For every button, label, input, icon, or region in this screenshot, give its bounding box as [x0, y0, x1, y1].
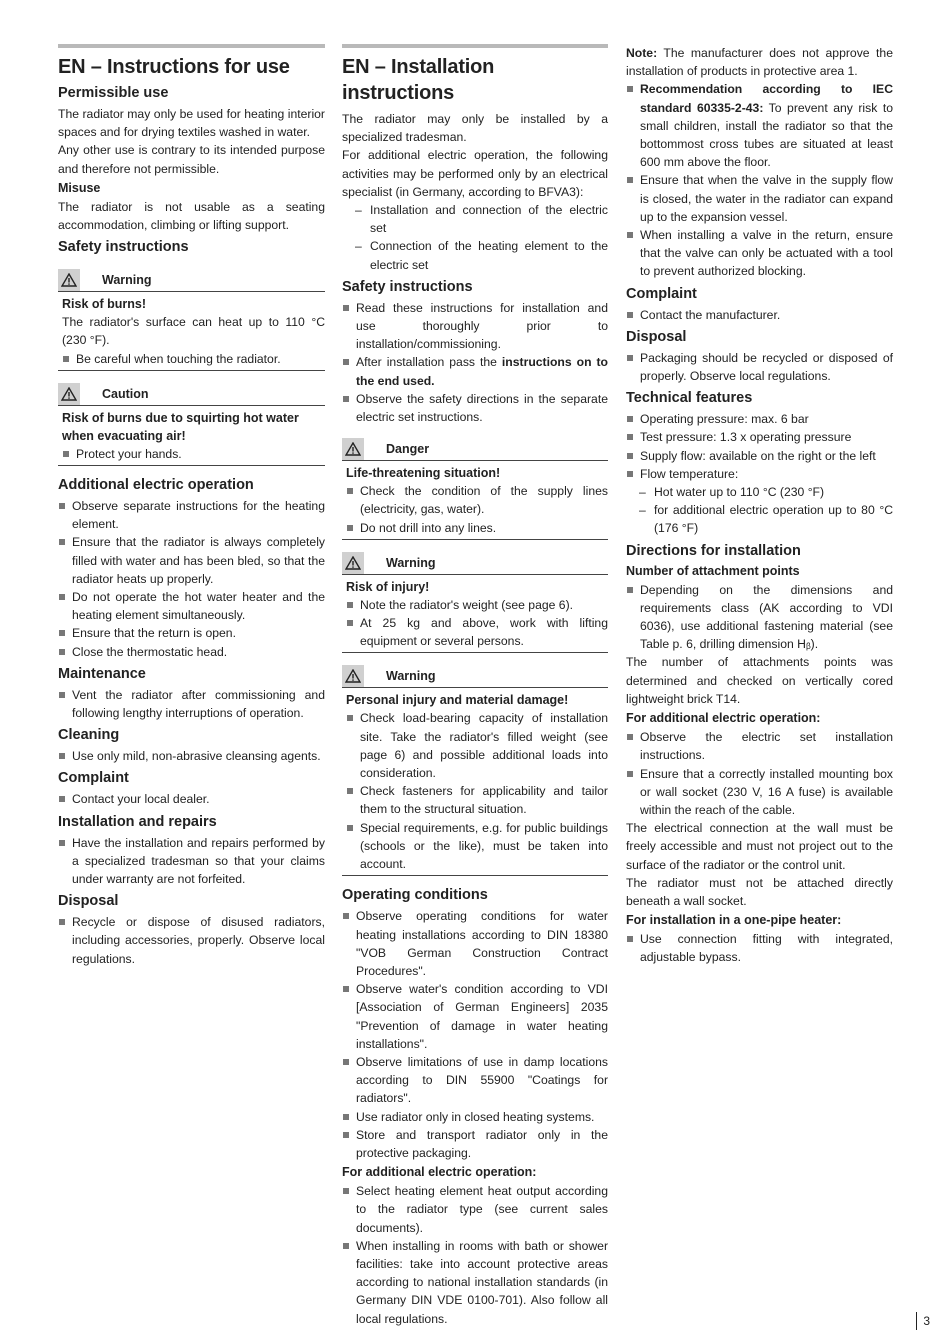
dash-item: – Installation and connection of the electric set: [342, 201, 608, 237]
box-header: [342, 665, 608, 688]
column-instructions-for-use: [58, 44, 325, 968]
list-item: Ensure that the radiator is always completely filled with water and has been bled, so that the radiator heats up properly.: [58, 533, 325, 588]
subheading-one-pipe-heater: For installation in a one-pipe heater:: [626, 913, 842, 928]
box-header: [58, 383, 325, 406]
column-installation-continued: [626, 44, 893, 967]
list-item: Observe limitations of use in damp locations according to DIN 55900 "Coatings for radiators".: [342, 1053, 608, 1108]
list-item: Observe operating conditions for water heating installations according to DIN 18380 "VOB German Construction Contract Procedures".: [342, 907, 608, 980]
heading-cleaning: Cleaning: [58, 727, 120, 744]
text-run: The manufacturer does not approve the installation of products in protective area 1.: [626, 46, 893, 79]
list-item: Select heating element heat output according to the radiator type (see current sales documents).: [342, 1182, 608, 1237]
paragraph: The radiator must not be attached directly beneath a wall socket.: [626, 875, 893, 908]
list-item: Recycle or dispose of disused radiators, including accessories, properly. Observe local regulations.: [58, 913, 325, 968]
box-header: [342, 552, 608, 575]
list-item: Note the radiator's weight (see page 6).: [346, 596, 608, 614]
warning-triangle-icon: [58, 269, 80, 291]
list-item: Ensure that the return is open.: [58, 624, 325, 642]
heading-technical-features: Technical features: [626, 390, 753, 407]
box-label: Warning: [102, 273, 152, 288]
caution-box: [58, 383, 325, 466]
warning-triangle-icon: [342, 438, 364, 460]
warning-box: [58, 269, 325, 371]
list-item: Depending on the dimensions and requirements class (AK according to VDI 6036), use additional fastening material (see Table p. 6, drilling dimension Hᵦ).: [626, 581, 893, 654]
list-item: Use radiator only in closed heating systems.: [342, 1108, 608, 1126]
dash-item: – Connection of the heating element to the electric set: [342, 237, 608, 273]
column-top-rule: [58, 44, 325, 48]
section-title: EN – Instructions for use: [58, 56, 290, 78]
heading-safety-instructions: Safety instructions: [342, 278, 473, 295]
paragraph: Any other use is contrary to its intended purpose and therefore not permissible.: [58, 143, 325, 176]
column-top-rule: [342, 44, 608, 48]
list-item: Use connection fitting with integrated, adjustable bypass.: [626, 930, 893, 966]
list-item: Protect your hands.: [62, 445, 325, 463]
list-item: Do not drill into any lines.: [346, 519, 608, 537]
list-item: [342, 353, 608, 389]
list-item: Read these instructions for installation and use thoroughly prior to installation/commissioning.: [342, 299, 608, 354]
section-title: EN – Installation instructions: [342, 56, 495, 104]
list-item: Contact the manufacturer.: [626, 306, 893, 324]
column-installation-instructions: [342, 44, 608, 1328]
heading-disposal: Disposal: [626, 328, 687, 345]
heading-directions-installation: Directions for installation: [626, 542, 801, 559]
warning-box: [342, 665, 608, 876]
box-title: Personal injury and material damage!: [346, 693, 569, 708]
text-run: After installation pass the: [356, 355, 502, 370]
heading-complaint: Complaint: [58, 770, 129, 787]
danger-box: [342, 438, 608, 540]
list-item: Check load-bearing capacity of installation site. Take the radiator's filled weight (see page 6) and possible additional loads into consideration.: [346, 709, 608, 782]
list-item: Check fasteners for applicability and tailor them to the structural situation.: [346, 782, 608, 818]
heading-misuse: Misuse: [58, 180, 101, 195]
bold-run: instructions on to the end used.: [356, 355, 608, 388]
warning-triangle-icon: [58, 383, 80, 405]
warning-box: [342, 552, 608, 654]
list-item: Ensure that a correctly installed mounting box or wall socket (230 V, 16 A fuse) is available within the reach of the cable.: [626, 765, 893, 820]
box-label: Caution: [102, 386, 149, 401]
list-item: Ensure that when the valve in the supply flow is closed, the water in the radiator can expand up to the expansion vessel.: [626, 171, 893, 226]
heading-operating-conditions: Operating conditions: [342, 887, 488, 904]
warning-triangle-icon: [342, 665, 364, 687]
heading-permissible-use: Permissible use: [58, 85, 169, 101]
heading-additional-electric: Additional electric operation: [58, 477, 254, 494]
list-item: Vent the radiator after commissioning and following lengthy interruptions of operation.: [58, 686, 325, 722]
list-item: Observe separate instructions for the heating element.: [58, 497, 325, 533]
list-item: Use only mild, non-abrasive cleansing agents.: [58, 747, 325, 765]
heading-maintenance: Maintenance: [58, 665, 146, 682]
paragraph: The radiator may only be installed by a specialized tradesman.: [342, 112, 608, 145]
list-item: Be careful when touching the radiator.: [62, 350, 325, 368]
bold-run: Recommendation according to IEC standard 60335-2-43:: [640, 82, 893, 115]
list-item: Contact your local dealer.: [58, 790, 325, 808]
list-item: Close the thermostatic head.: [58, 643, 325, 661]
text-run: To prevent any risk to small children, install the radiator so that the bottommost cross tubes are situated at least 600 mm above the floor.: [640, 100, 894, 170]
box-label: Warning: [386, 555, 436, 570]
box-header: [58, 269, 325, 292]
list-item: Check the condition of the supply lines (electricity, gas, water).: [346, 482, 608, 518]
box-title: Risk of burns!: [62, 297, 147, 312]
subheading-additional-electric: For additional electric operation:: [626, 711, 821, 726]
box-label: Danger: [386, 442, 430, 457]
list-item: Test pressure: 1.3 x operating pressure: [626, 428, 893, 446]
note-paragraph: [626, 44, 893, 80]
paragraph: The radiator is not usable as a seating accommodation, climbing or lifting support.: [58, 199, 325, 233]
list-item: Observe the safety directions in the separate electric set instructions.: [342, 390, 608, 426]
list-item: Observe the electric set installation instructions.: [626, 728, 893, 764]
box-title: Life-threatening situation!: [346, 466, 501, 481]
heading-disposal: Disposal: [58, 893, 119, 910]
dash-item: – Hot water up to 110 °C (230 °F): [626, 483, 893, 501]
warning-triangle-icon: [342, 552, 364, 574]
list-item: When installing a valve in the return, ensure that the valve can only be actuated with a tool to prevent authorized blocking.: [626, 226, 893, 281]
box-label: Warning: [386, 669, 436, 684]
page-number: 3: [916, 1312, 930, 1330]
list-item: Store and transport radiator only in the protective packaging.: [342, 1126, 608, 1162]
subheading-additional-electric: For additional electric operation:: [342, 1165, 537, 1180]
heading-safety-instructions: Safety instructions: [58, 239, 189, 256]
paragraph: The number of attachments points was determined and checked on vertically cored lightweight brick T14.: [626, 655, 893, 706]
paragraph: For additional electric operation, the following activities may be performed only by an electrical specialist (in Germany, according to BFVA3):: [342, 148, 608, 199]
subheading-attachment-points: Number of attachment points: [626, 563, 800, 578]
note-label: Note:: [626, 46, 658, 60]
dash-item: – for additional electric operation up to 80 °C (176 °F): [626, 501, 893, 537]
box-title: Risk of burns due to squirting hot water when evacuating air!: [62, 410, 299, 443]
list-item: Operating pressure: max. 6 bar: [626, 410, 893, 428]
paragraph: The radiator's surface can heat up to 110 °C (230 °F).: [62, 315, 325, 348]
list-item: Have the installation and repairs performed by a specialized tradesman so that your claims under warranty are not forfeited.: [58, 834, 325, 889]
box-title: Risk of injury!: [346, 579, 430, 594]
list-item: At 25 kg and above, work with lifting equipment or several persons.: [346, 614, 608, 650]
heading-installation-repairs: Installation and repairs: [58, 813, 217, 830]
list-item: Flow temperature:: [626, 465, 893, 483]
list-item: Do not operate the hot water heater and the heating element simultaneously.: [58, 588, 325, 624]
list-item: Supply flow: available on the right or the left: [626, 447, 893, 465]
list-item: Packaging should be recycled or disposed of properly. Observe local regulations.: [626, 349, 893, 385]
paragraph: The electrical connection at the wall must be freely accessible and must not project out to the surface of the radiator or the control unit.: [626, 821, 893, 872]
box-header: [342, 438, 608, 461]
list-item: Special requirements, e.g. for public buildings (schools or the like), must be taken into account.: [346, 819, 608, 874]
list-item: Observe water's condition according to VDI [Association of German Engineers] 2035 "Prevention of damage in water heating installations".: [342, 980, 608, 1053]
heading-complaint: Complaint: [626, 285, 697, 302]
list-item: [626, 80, 893, 171]
list-item: When installing in rooms with bath or shower facilities: take into account protective areas according to national installation standards (in Germany DIN VDE 0100-701). Also follow all local regulations.: [342, 1237, 608, 1328]
paragraph: The radiator may only be used for heating interior spaces and for drying textiles washed in water.: [58, 107, 325, 140]
